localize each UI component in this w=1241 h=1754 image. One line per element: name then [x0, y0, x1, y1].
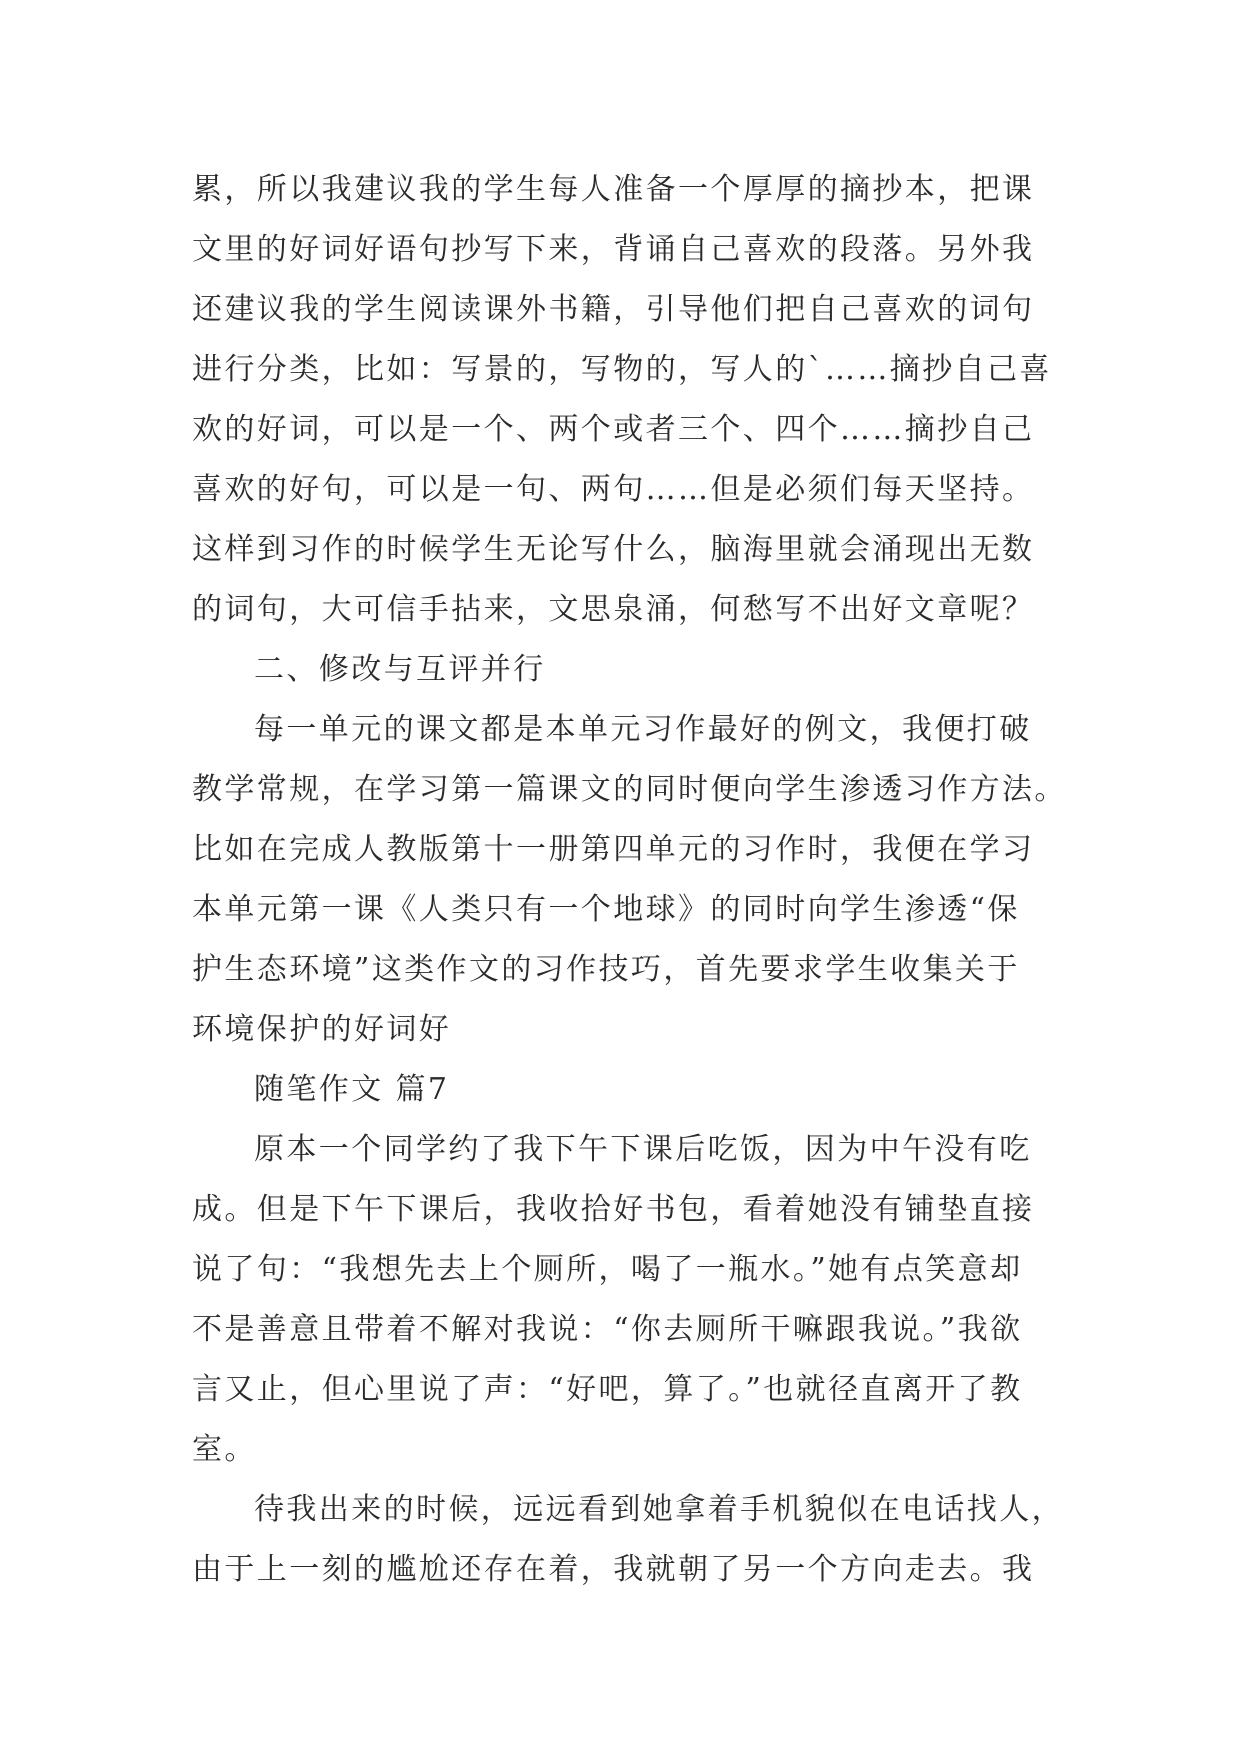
text-line: 成。但是下午下课后，我收拾好书包，看着她没有铺垫直接 [192, 1192, 1035, 1227]
text-line: 待我出来的时候，远远看到她拿着手机貌似在电话找人， [254, 1492, 1064, 1527]
text-line: 欢的好词，可以是一个、两个或者三个、四个……摘抄自己 [192, 412, 1035, 447]
text-line: 文里的好词好语句抄写下来，背诵自己喜欢的段落。另外我 [192, 232, 1035, 267]
text-line: 这样到习作的时候学生无论写什么，脑海里就会涌现出无数 [192, 532, 1035, 567]
text-line: 原本一个同学约了我下午下课后吃饭，因为中午没有吃 [254, 1132, 1032, 1167]
article-title: 随笔作文 篇7 [254, 1072, 450, 1107]
text-line: 由于上一刻的尴尬还存在着，我就朝了另一个方向走去。我 [192, 1552, 1035, 1587]
text-line: 比如在完成人教版第十一册第四单元的习作时，我便在学习 [192, 832, 1035, 867]
text-line: 本单元第一课《人类只有一个地球》的同时向学生渗透“保 [192, 892, 1020, 927]
text-line: 的词句，大可信手拈来，文思泉涌，何愁写不出好文章呢？ [192, 592, 1035, 627]
document-body [192, 160, 1067, 1600]
text-line: 护生态环境”这类作文的习作技巧，首先要求学生收集关于 [192, 952, 1020, 987]
text-line: 言又止，但心里说了声：“好吧，算了。”也就径直离开了教 [192, 1372, 1023, 1407]
text-line: 室。 [192, 1432, 257, 1467]
section-heading: 二、修改与互评并行 [254, 652, 546, 687]
text-line: 教学常规，在学习第一篇课文的同时便向学生渗透习作方法。 [192, 772, 1067, 807]
text-line: 还建议我的学生阅读课外书籍，引导他们把自己喜欢的词句 [192, 292, 1035, 327]
text-line: 喜欢的好句，可以是一句、两句……但是必须们每天坚持。 [192, 472, 1035, 507]
text-line: 每一单元的课文都是本单元习作最好的例文，我便打破 [254, 712, 1032, 747]
text-line: 累，所以我建议我的学生每人准备一个厚厚的摘抄本，把课 [192, 172, 1035, 207]
text-line: 环境保护的好词好 [192, 1012, 452, 1047]
text-line: 不是善意且带着不解对我说：“你去厕所干嘛跟我说。”我欲 [192, 1312, 1023, 1347]
text-line: 进行分类，比如：写景的，写物的，写人的`……摘抄自己喜 [192, 352, 1052, 387]
text-line: 说了句：“我想先去上个厕所，喝了一瓶水。”她有点笑意却 [192, 1252, 1023, 1287]
